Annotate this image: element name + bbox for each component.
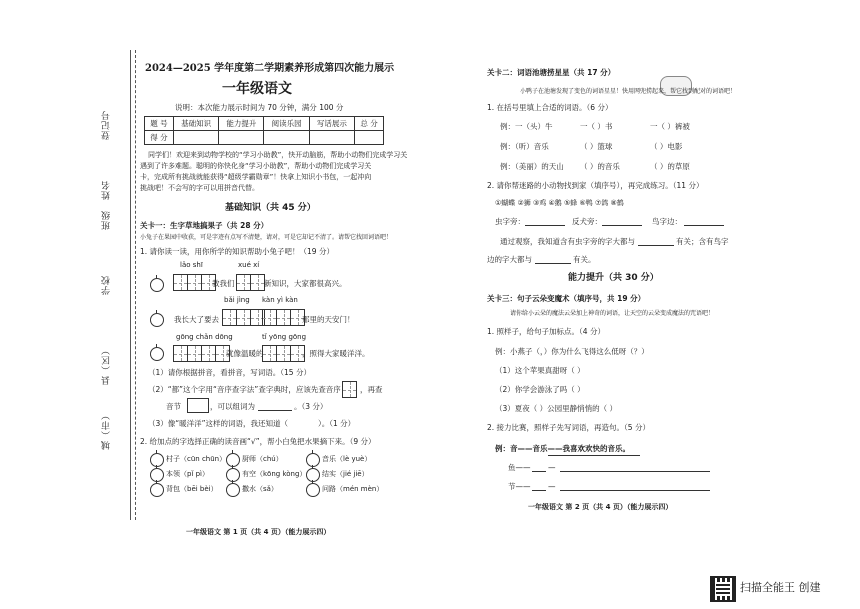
fruit-choice[interactable]: 厨师（chú） [242,455,283,463]
instructions: 说明：本次能力展示时间为 70 分钟，满分 100 分 [175,103,344,112]
radical-label: 反犬旁： [572,217,602,226]
page-footer: 一年级语文 第 2 页（共 4 页）（能力展示四） [528,503,673,511]
card3-title: 关卡三：句子云朵变魔术（填序号，共 19 分） [487,294,646,303]
section-basic-title: 基础知识（共 45 分） [225,203,316,213]
score-cell[interactable] [219,131,264,145]
r-q3-item[interactable]: （3）夏夜（ ）公园里静悄悄的（ ） [495,404,618,413]
fruit-choice[interactable]: 音乐（lè yuè） [322,455,372,463]
q1-part3: （3）像“暖洋洋”这样的词语，我还知道（ [148,419,289,428]
fruit-icon [150,468,164,482]
fruit-choice[interactable]: 背包（bēi bèi） [166,485,218,493]
fruit-icon [226,468,240,482]
pinyin: bǎi jìng [224,296,250,304]
dash: — [548,463,556,472]
fruit-icon [150,483,164,497]
score-header-cell: 总 分 [355,117,384,131]
fruit-icon [306,483,320,497]
intro-line: 挑战吧！不会写的字可以用拼音代替。 [140,184,259,192]
tian-grid[interactable] [173,345,229,362]
r-q1-row[interactable]: （ ）电影 [650,142,683,151]
section-ability-title: 能力提升（共 30 分） [568,273,659,283]
binding-line [135,50,136,520]
pinyin: tǐ yōng gōng [262,333,307,341]
answer-box[interactable] [187,398,209,413]
card1-title: 关卡一：生字草地搞果子（共 28 分） [140,221,269,230]
q1-part1: （1）请你根据拼音，看拼音，写词语。（15 分） [148,368,311,377]
score-table [144,116,384,145]
r-q1-row[interactable]: 一（ ）书 [580,122,613,131]
intro-line: 遇到了许多难题。聪明的你快化身“学习小助教”，帮助小动物们完成学习关 [140,162,372,170]
subject-title: 一年级语文 [222,81,292,97]
side-label-register: 登记号 [102,110,112,140]
side-label-county: 县（区） [102,345,112,385]
score-header-cell: 基础知识 [173,117,218,131]
binding-line-solid [130,50,131,520]
r-q1-row: 例：一（头）牛 [500,122,553,131]
score-header-cell: 阅读乐园 [264,117,309,131]
r-q3-example: 例：小燕子（，）你为什么飞得这么低呀（？） [495,347,649,356]
score-cell[interactable] [264,131,309,145]
q1-part2: 。（3 分） [294,402,328,411]
fruit-icon [306,453,320,467]
side-label-school: 学校 [102,275,112,295]
card2-title: 关卡二：词语池塘捞星星（共 17 分） [487,68,616,77]
apple-icon [150,347,164,361]
practice-text: 边的字大都与 [487,255,532,264]
card3-hint: 请你给小云朵的魔法云朵加上神奇的词语，让天空的云朵变成魔法的咒语吧！ [510,310,715,317]
q1-part2: ，可以组词为 [210,402,255,411]
exam-header-title: 2024—2025 学年度第二学期素养形成第四次能力展示 [145,63,395,74]
sentence-text: ，照得大家暖洋洋。 [302,349,370,358]
score-header-cell: 能力提升 [219,117,264,131]
practice-text: 有关。 [573,255,596,264]
card2-hint: 小鸭子在池塘发现了变色的词语星星！快用网兜捞起来，帮它找到配对的词语吧！ [520,88,737,95]
sentence-text: 我长大了要去 [174,315,219,324]
q1-part2: （2）“都”这个字用“音序查字法”查字典时，应该先查音序 [148,385,341,394]
r-q1-label: 1. 在括号里填上合适的词语。（6 分） [487,103,613,112]
radical-blank[interactable] [684,225,724,226]
fruit-icon [226,483,240,497]
sentence-text: 就像温暖的 [226,349,264,358]
apple-icon [150,278,164,292]
score-cell[interactable] [355,131,384,145]
tian-grid[interactable] [262,309,304,326]
radical-label: 虫字旁： [495,217,525,226]
radical-label: 鸟字边： [652,217,682,226]
score-header-cell: 题 号 [145,117,174,131]
dash: — [548,482,556,491]
r-q1-row[interactable]: （ ）的音乐 [580,162,620,171]
pinyin: xué xí [238,261,260,269]
side-label-name: 姓名 [102,180,112,200]
q1-part2: 音节 [166,402,181,411]
practice-blank[interactable] [535,263,571,264]
fruit-icon [226,453,240,467]
fruit-choice[interactable]: 本领（pǐ pì） [166,470,210,478]
qr-code-icon [710,576,736,602]
r-q4-row: 鱼—— [508,463,531,472]
radical-blank[interactable] [525,225,565,226]
r-q1-row: 例：（听）音乐 [500,142,549,151]
score-header-cell: 写话展示 [309,117,354,131]
r-q3-item[interactable]: （2）你学会游泳了吗（ ） [495,385,585,394]
radical-blank[interactable] [602,225,642,226]
tian-grid[interactable] [262,345,304,362]
side-label-city: 城（市） [102,410,112,450]
fruit-choice[interactable]: 问路（mén mèn） [322,485,384,493]
pinyin: kàn yì kàn [262,296,298,304]
animal-list: ①蝴蝶 ②狮 ③鸡 ④鹅 ⑤蜂 ⑥鸭 ⑦鸽 ⑧鹤 [495,199,624,207]
example-underline [548,455,640,456]
r-q4-row: 节—— [508,482,531,491]
r-q3-item[interactable]: （1）这个苹果真甜呀（ ） [495,366,585,375]
r-q2-label: 2. 请你帮迷路的小动物找到家（填序号），再完成练习。（11 分） [487,181,704,190]
q2-label: 2. 给加点的字选择正确的读音画“√”，帮小白兔把水果摘下来。（9 分） [140,437,376,446]
score-row-label: 得 分 [145,131,174,145]
q1-part2: ，再查 [360,385,383,394]
tian-grid[interactable] [222,309,264,326]
sentence-text: 那里的天安门！ [302,315,355,324]
pinyin: gōng chǎn dōng [176,333,233,341]
sentence-blank[interactable] [560,471,710,472]
fruit-icon [306,468,320,482]
page-footer: 一年级语文 第 1 页（共 4 页）（能力展示四） [186,528,331,536]
practice-text: 通过观察，我知道含有虫字旁的字大都与 [500,237,635,246]
word-blank[interactable] [532,490,546,491]
r-q4-example: 例：音——音乐——我喜欢欢快的音乐。 [495,444,630,453]
card1-hint: 小兔子在果园中收获，可是字迹有点写不清楚，请对，可是它却记不清了。请帮它找回词语吧！ [140,234,393,241]
tian-grid[interactable] [236,274,264,291]
r-q1-row: 例：（美丽）的天山 [500,162,564,171]
sentence-text: 新知识，大家都很高兴。 [264,279,347,288]
fruit-choice[interactable]: 撒水（sǎ） [242,485,278,493]
side-label-class: 班级 [102,210,112,230]
word-blank[interactable] [532,471,546,472]
score-cell[interactable] [309,131,354,145]
pinyin: lǎo shī [180,261,203,269]
practice-text: 有关；含有鸟字 [676,237,729,246]
r-q1-row[interactable]: （ ）的草原 [650,162,690,171]
intro-line: 卡，完成所有挑战就能获得“超级学霸勋章”！快拿上知识小书包，一起冲向 [140,173,372,181]
r-q1-row[interactable]: （ ）篮球 [580,142,613,151]
fruit-icon [150,453,164,467]
intro-line: 同学们！欢迎来到动物学校的“学习小助教”，快开动脑筋，帮助小动物们完成学习关 [148,151,408,159]
score-cell[interactable] [173,131,218,145]
sentence-blank[interactable] [560,490,710,491]
fruit-choice[interactable]: 结实（jié jiē） [322,470,369,478]
tian-grid[interactable] [173,274,215,291]
sentence-text: 教我们 [212,279,235,288]
r-q1-row[interactable]: 一（ ）裤被 [650,122,690,131]
fruit-choice[interactable]: 有空（kōng kòng） [242,470,307,478]
scanner-watermark: 扫描全能王 创建 [740,581,821,594]
r-q4-label: 2. 接力比赛，照样子先写词语，再造句。（5 分） [487,423,650,432]
r-q3-label: 1. 照样子，给句子加标点。（4 分） [487,327,605,336]
tian-grid[interactable] [342,381,356,398]
apple-icon [150,313,164,327]
answer-blank[interactable] [258,410,292,411]
practice-blank[interactable] [638,245,674,246]
q1-label: 1. 请你读一读，用你所学的知识帮助小兔子吧！（19 分） [140,247,334,256]
fruit-choice[interactable]: 村子（cūn chūn） [166,455,227,463]
q1-part3: ）。（1 分） [318,419,356,428]
